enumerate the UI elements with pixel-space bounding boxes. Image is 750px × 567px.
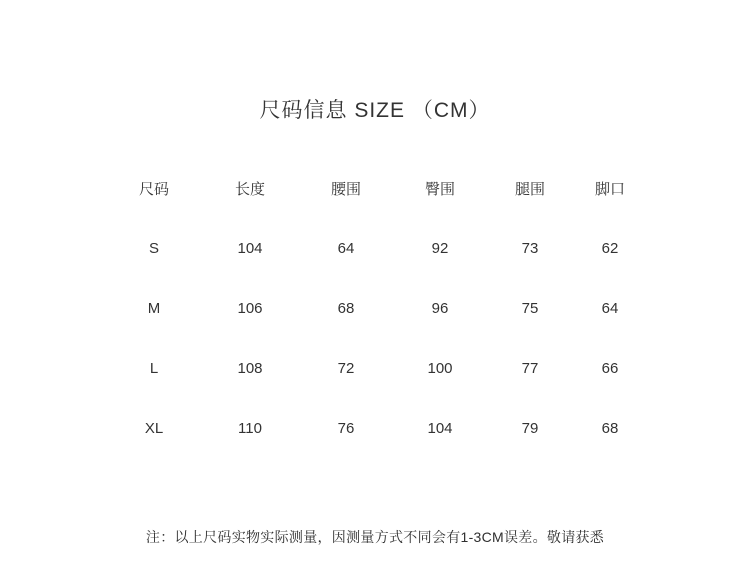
cell-hip: 96	[431, 299, 449, 317]
cell-waist: 72	[337, 359, 355, 377]
cell-thigh: 77	[521, 359, 539, 377]
table-row	[108, 218, 648, 278]
cell-leg-opening: 64	[601, 299, 619, 317]
column-header-size: 尺码	[138, 180, 169, 198]
cell-length: 104	[237, 239, 263, 257]
column-header-hip: 臀围	[424, 180, 455, 198]
cell-size: L	[149, 359, 159, 377]
size-table	[108, 158, 648, 458]
measurement-note: 注：以上尺码实物实际测量，因测量方式不同会有1-3CM误差。敬请获悉	[145, 529, 605, 545]
table-row	[108, 278, 648, 338]
cell-thigh: 79	[521, 419, 539, 437]
cell-length: 110	[238, 419, 262, 437]
cell-leg-opening: 66	[601, 359, 619, 377]
column-header-waist: 腰围	[330, 180, 361, 198]
cell-length: 108	[237, 359, 263, 377]
cell-thigh: 75	[521, 299, 539, 317]
cell-thigh: 73	[521, 239, 539, 257]
cell-size: XL	[144, 419, 164, 437]
table-row	[108, 398, 648, 458]
cell-size: S	[148, 239, 159, 257]
cell-hip: 92	[431, 239, 449, 257]
cell-leg-opening: 62	[601, 239, 619, 257]
page-title: 尺码信息 SIZE （CM）	[259, 99, 491, 122]
table-header-row	[108, 158, 648, 218]
cell-hip: 104	[427, 419, 453, 437]
cell-leg-opening: 68	[601, 419, 619, 437]
cell-waist: 68	[337, 299, 355, 317]
cell-length: 106	[237, 299, 263, 317]
column-header-thigh: 腿围	[514, 180, 545, 198]
cell-waist: 76	[337, 419, 355, 437]
column-header-length: 长度	[234, 180, 265, 198]
table-row	[108, 338, 648, 398]
cell-hip: 100	[427, 359, 453, 377]
cell-size: M	[147, 299, 161, 317]
cell-waist: 64	[337, 239, 355, 257]
column-header-leg-opening: 脚口	[594, 180, 625, 198]
